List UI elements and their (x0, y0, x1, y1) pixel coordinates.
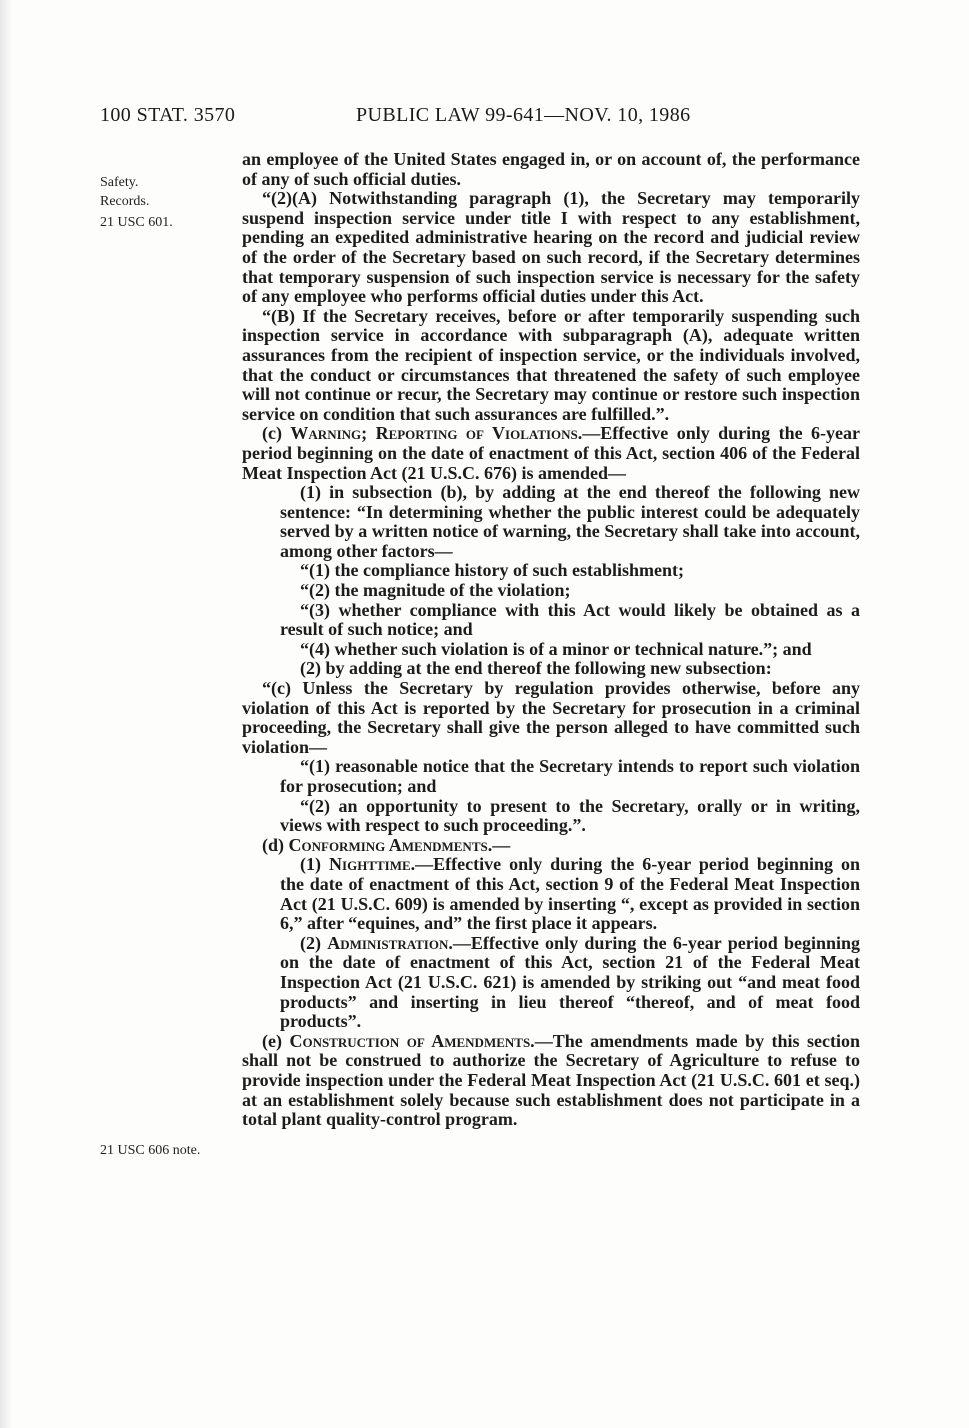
paragraph-2a: “(2)(A) Notwithstanding paragraph (1), the Secretary may temporarily suspend inspection service under title I with respect to any establishment, pending an expedited administrative hearing on the record and judicial review of the order of the Secretary based on such record, if the Secretary determines that temporary suspension of such inspection service is necessary for the safety of any employee who performs official duties under this Act. (242, 188, 860, 307)
new-subsection-c-item-2: “(2) an opportunity to present to the Secretary, orally or in writing, views with respect to such proceeding.”. (280, 795, 860, 836)
subsection-d-2-lead: (2) (300, 932, 321, 953)
subsection-d-2-body: —Effective only during the 6-year period beginning on the date of enactment of this Act, section 21 of the Federal Meat Inspection Act (21 U.S.C. 621) is amended by striking out “and meat food products” and inserting in lieu thereof “thereof, and of meat food products”. (280, 932, 861, 1032)
running-head (100, 104, 860, 132)
subsection-e-heading: Construction of Amendments. (289, 1030, 535, 1051)
subsection-d-1-body: —Effective only during the 6-year period beginning on the date of enactment of this Act, section 9 of the Federal Meat Inspection Act (21 U.S.C. 609) is amended by inserting “, except as provided in section 6,” after “equines, and” the first place it appears. (280, 854, 860, 934)
subsection-c-heading: Warning; Reporting of Violations. (290, 423, 583, 444)
subsection-c-1-item-1: “(1) the compliance history of such establishment; (300, 560, 684, 581)
new-subsection-c: “(c) Unless the Secretary by regulation provides otherwise, before any violation of this Act is reported by the Secretary for prosecution in a criminal proceeding, the Secretary shall give the person alleged to have committed such violation— (242, 678, 860, 757)
scan-edge (0, 0, 12, 1428)
subsection-c (242, 424, 860, 483)
margin-note-safety: Safety. (100, 175, 139, 190)
margin-note-usc-601: 21 USC 601. (100, 215, 173, 230)
subsection-d-1 (242, 855, 860, 933)
margin-note-usc-606-note: 21 USC 606 note. (100, 1143, 201, 1158)
paragraph-2b: “(B) If the Secretary receives, before or after temporarily suspending such inspection service in accordance with subparagraph (A), adequate written assurances from the recipient of inspection service, or the individuals involved, that the conduct or circumstances that threatened the safety of such employee will not continue or recur, the Secretary may continue or restore such inspection service on condition that such assurances are fulfilled.”. (242, 305, 860, 424)
subsection-d-heading: Conforming Amendments. (288, 834, 493, 855)
paragraph-continuation: an employee of the United States engaged in, or on account of, the performance of any of such official duties. (242, 149, 860, 189)
subsection-c-1-item-3: “(3) whether compliance with this Act would likely be obtained as a result of such notice; and (280, 599, 860, 640)
subsection-e-body: —The amendments made by this section shall not be construed to authorize the Secretary of Agriculture to refuse to provide inspection under the Federal Meat Inspection Act (21 U.S.C. 601 et seq.) at an establishment solely because such establishment does not participate in a total plant quality-control program. (242, 1030, 861, 1130)
subsection-c-1: (1) in subsection (b), by adding at the end thereof the following new sentence: “In determining whether the public interest could be adequately served by a written notice of warning, the Secretary shall take into account, among other factors— (280, 482, 860, 561)
subsection-c-2: (2) by adding at the end thereof the following new subsection: (300, 658, 772, 679)
subsection-d-2 (242, 934, 860, 1032)
subsection-d-lead: (d) (262, 834, 284, 855)
page-number: 100 STAT. 3570 (100, 104, 236, 126)
law-title: PUBLIC LAW 99-641—NOV. 10, 1986 (356, 104, 691, 126)
subsection-c-body: —Effective only during the 6-year period beginning on the date of enactment of this Act, section 406 of the Federal Meat Inspection Act (21 U.S.C. 676) is amended— (242, 423, 860, 483)
subsection-d-1-heading: Nighttime. (329, 854, 416, 875)
subsection-c-1-item-2: “(2) the magnitude of the violation; (300, 580, 571, 601)
subsection-d (242, 836, 860, 856)
new-subsection-c-item-1: “(1) reasonable notice that the Secretary intends to report such violation for prosecution; and (280, 756, 860, 796)
subsection-e (242, 1032, 860, 1130)
subsection-c-1-item-4: “(4) whether such violation is of a minor or technical nature.”; and (300, 638, 812, 659)
margin-note-records: Records. (100, 194, 150, 209)
subsection-e-lead: (e) (262, 1030, 282, 1051)
subsection-d-dash: — (492, 834, 511, 855)
subsection-d-2-heading: Administration. (327, 932, 453, 953)
statute-body (242, 150, 860, 1130)
subsection-d-1-lead: (1) (300, 854, 321, 875)
subsection-c-lead: (c) (262, 423, 282, 444)
